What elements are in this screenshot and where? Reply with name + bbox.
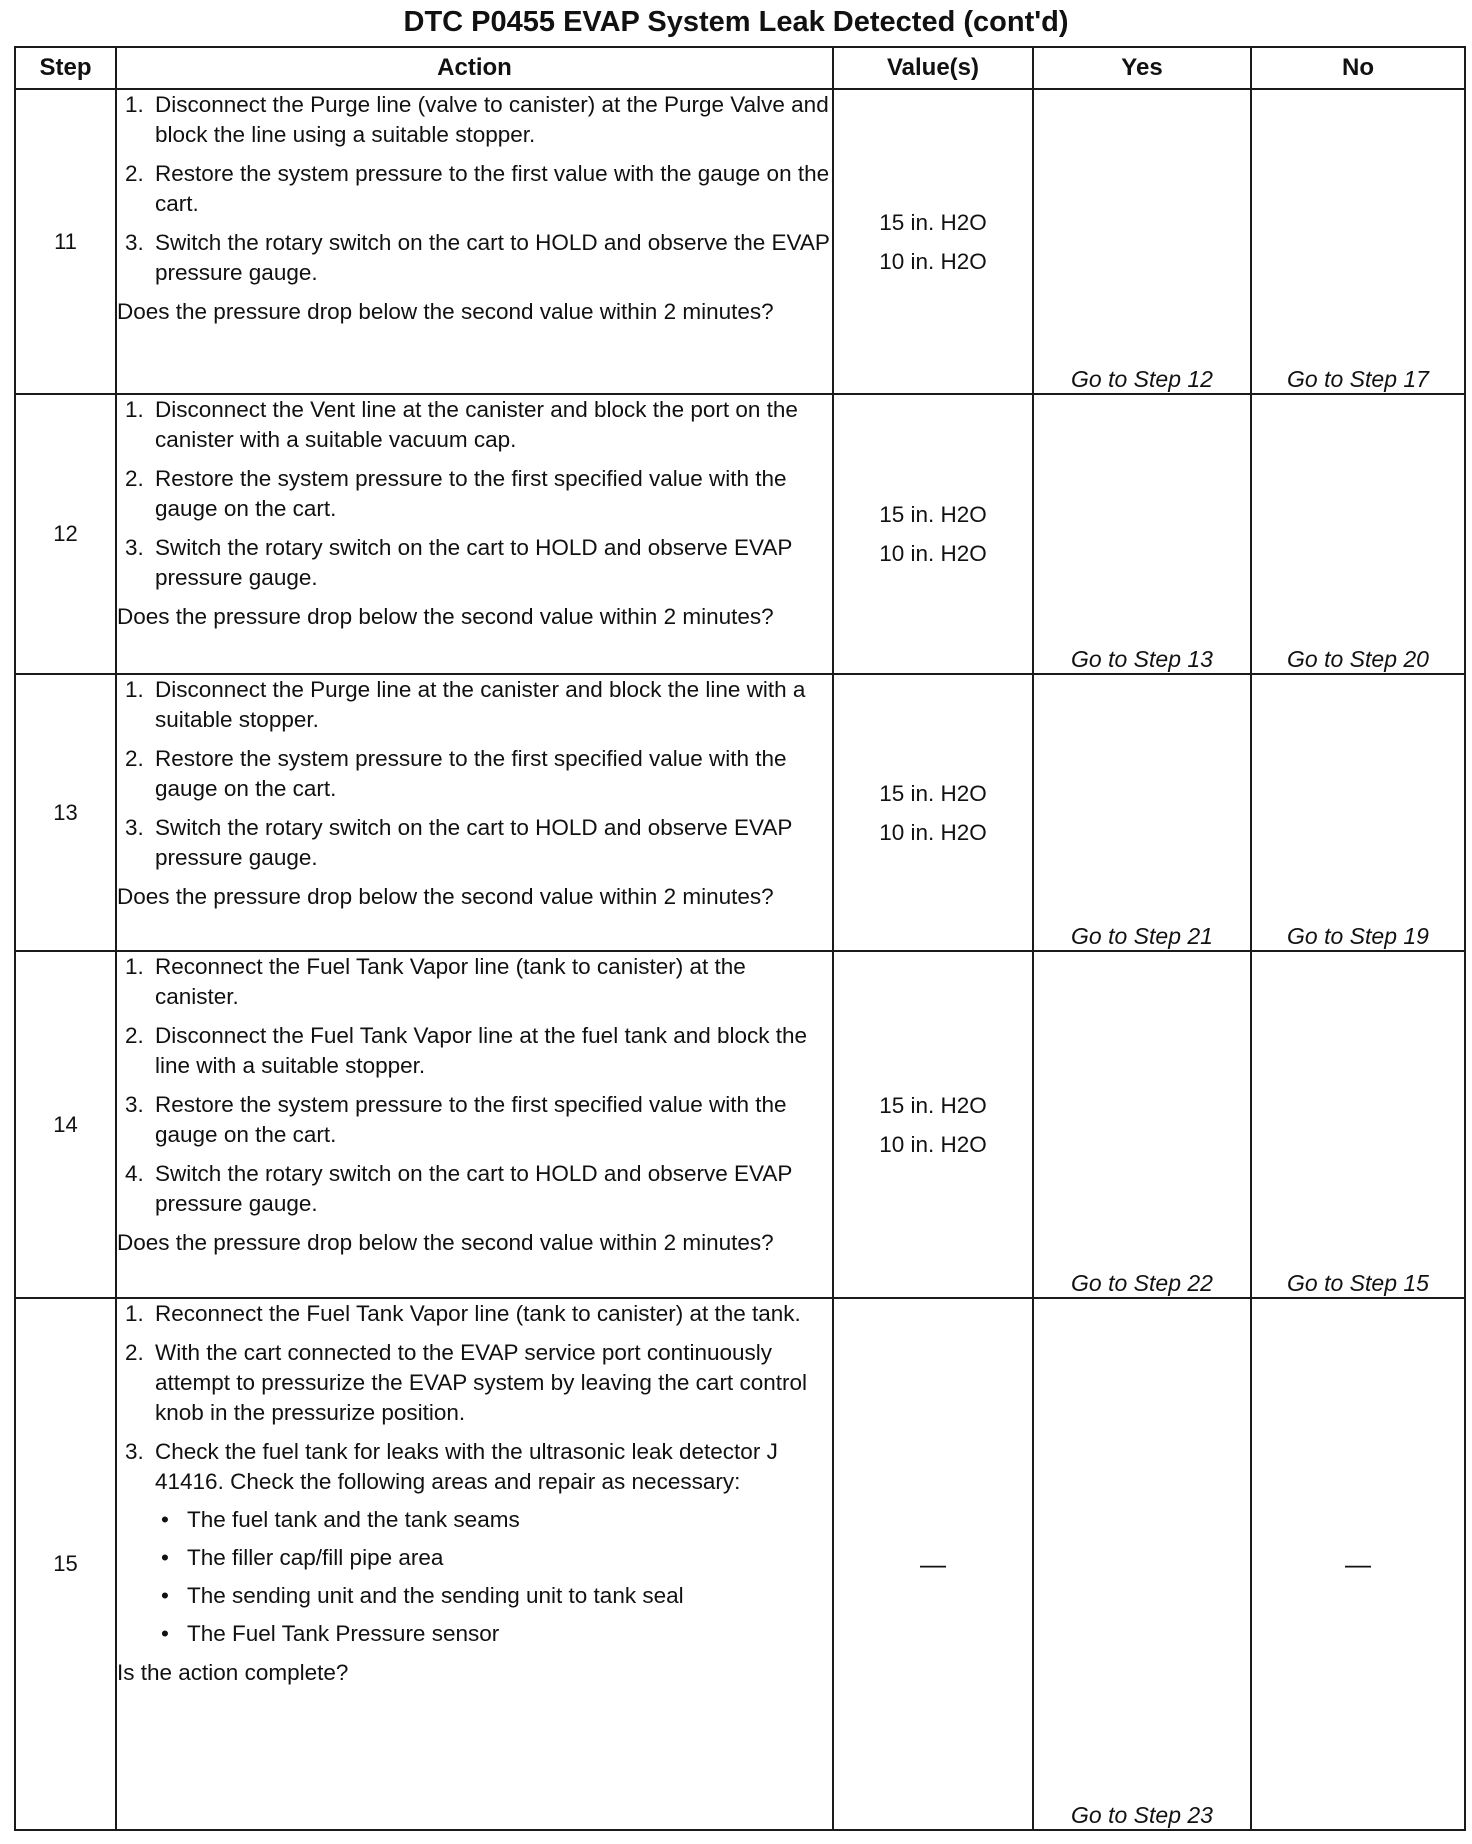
substep — [125, 675, 832, 735]
substep-number: 3. — [125, 230, 144, 255]
question-text: Does the pressure drop below the second value within 2 minutes? — [117, 299, 774, 324]
yes-cell: Go to Step 23 — [1033, 1298, 1251, 1830]
step-number: 15 — [15, 1298, 116, 1830]
bullet-icon: • — [161, 1545, 169, 1570]
action-cell — [116, 1298, 833, 1830]
list-item — [161, 1505, 832, 1535]
substep — [125, 464, 832, 524]
list-item — [161, 1619, 832, 1649]
list-item — [161, 1581, 832, 1611]
substep-text: Restore the system pressure to the first specified value with the gauge on the cart. — [155, 1092, 787, 1147]
substep-text: With the cart connected to the EVAP service port continuously attempt to pressurize the EVAP system by leaving the cart control knob in the pressurize position. — [155, 1340, 807, 1425]
check-area-text: The fuel tank and the tank seams — [187, 1507, 520, 1532]
table-row — [15, 89, 1465, 394]
yes-cell: Go to Step 21 — [1033, 674, 1251, 951]
substep-list — [117, 90, 832, 288]
values-cell: — — [833, 1298, 1033, 1830]
substep — [125, 395, 832, 455]
question-text: Does the pressure drop below the second value within 2 minutes? — [117, 884, 774, 909]
substep-number: 2. — [125, 161, 144, 186]
substep-number: 1. — [125, 677, 144, 702]
substep-text: Switch the rotary switch on the cart to HOLD and observe EVAP pressure gauge. — [155, 815, 792, 870]
yes-cell: Go to Step 22 — [1033, 951, 1251, 1298]
table-row — [15, 951, 1465, 1298]
no-cell: Go to Step 20 — [1251, 394, 1465, 674]
substep-text: Switch the rotary switch on the cart to HOLD and observe EVAP pressure gauge. — [155, 1161, 792, 1216]
substep-number: 2. — [125, 1023, 144, 1048]
value-first: 15 in. H2O — [879, 502, 987, 527]
substep — [125, 744, 832, 804]
substep — [125, 1021, 832, 1081]
substep — [125, 1437, 832, 1649]
step-number: 14 — [15, 951, 116, 1298]
value-second: 10 in. H2O — [879, 1131, 987, 1157]
substep-list — [117, 952, 832, 1219]
header-action: Action — [116, 47, 833, 89]
list-item — [161, 1543, 832, 1573]
check-area-text: The Fuel Tank Pressure sensor — [187, 1621, 500, 1646]
question-text: Does the pressure drop below the second value within 2 minutes? — [117, 604, 774, 629]
action-cell — [116, 951, 833, 1298]
values-cell — [833, 951, 1033, 1298]
substep-number: 1. — [125, 954, 144, 979]
no-cell: Go to Step 19 — [1251, 674, 1465, 951]
header-yes: Yes — [1033, 47, 1251, 89]
header-values: Value(s) — [833, 47, 1033, 89]
substep-text: Restore the system pressure to the first specified value with the gauge on the cart. — [155, 466, 787, 521]
substep-number: 2. — [125, 466, 144, 491]
check-area-text: The sending unit and the sending unit to tank seal — [187, 1583, 684, 1608]
no-cell: Go to Step 17 — [1251, 89, 1465, 394]
page-title: DTC P0455 EVAP System Leak Detected (cont'd) — [403, 6, 1069, 38]
values-cell — [833, 394, 1033, 674]
substep-number: 3. — [125, 1092, 144, 1117]
substep-number: 1. — [125, 92, 144, 117]
value-second: 10 in. H2O — [879, 541, 987, 566]
substep-number: 1. — [125, 397, 144, 422]
action-cell — [116, 89, 833, 394]
bullet-icon: • — [161, 1583, 169, 1608]
no-cell: Go to Step 15 — [1251, 951, 1465, 1298]
check-area-list — [155, 1505, 832, 1649]
substep — [125, 813, 832, 873]
header-no: No — [1251, 47, 1465, 89]
value-second: 10 in. H2O — [879, 248, 987, 274]
substep-number: 3. — [125, 535, 144, 560]
substep-text: Restore the system pressure to the first value with the gauge on the cart. — [155, 161, 830, 216]
substep-text: Disconnect the Vent line at the canister and block the port on the canister with a suitable vacuum cap. — [155, 397, 798, 452]
value-first: 15 in. H2O — [879, 1092, 987, 1118]
bullet-icon: • — [161, 1621, 169, 1646]
substep-list — [117, 675, 832, 873]
substep-text: Switch the rotary switch on the cart to HOLD and observe the EVAP pressure gauge. — [155, 230, 830, 285]
value-second: 10 in. H2O — [879, 819, 987, 845]
substep-text: Disconnect the Purge line at the canister and block the line with a suitable stopper. — [155, 677, 806, 732]
substep-text: Reconnect the Fuel Tank Vapor line (tank to canister) at the tank. — [155, 1301, 801, 1326]
no-cell: — — [1251, 1298, 1465, 1830]
substep-number: 1. — [125, 1301, 144, 1326]
substep — [125, 228, 832, 288]
substep-number: 3. — [125, 815, 144, 840]
substep-text: Check the fuel tank for leaks with the ultrasonic leak detector J 41416. Check the following areas and repair as necessary: — [155, 1439, 778, 1494]
substep — [125, 1159, 832, 1219]
values-cell — [833, 89, 1033, 394]
substep — [125, 1299, 832, 1329]
substep — [125, 1090, 832, 1150]
substep-number: 2. — [125, 746, 144, 771]
action-cell — [116, 674, 833, 951]
table-row — [15, 674, 1465, 951]
substep — [125, 90, 832, 150]
substep — [125, 533, 832, 593]
substep-number: 4. — [125, 1161, 144, 1186]
substep-text: Disconnect the Purge line (valve to canister) at the Purge Valve and block the line using a suitable stopper. — [155, 92, 829, 147]
step-number: 12 — [15, 394, 116, 674]
header-row — [15, 47, 1465, 89]
substep-list — [117, 1299, 832, 1649]
header-step: Step — [15, 47, 116, 89]
substep — [125, 1338, 832, 1428]
substep-text: Switch the rotary switch on the cart to HOLD and observe EVAP pressure gauge. — [155, 535, 792, 590]
substep-text: Reconnect the Fuel Tank Vapor line (tank to canister) at the canister. — [155, 954, 746, 1009]
yes-cell: Go to Step 13 — [1033, 394, 1251, 674]
question-text: Does the pressure drop below the second value within 2 minutes? — [117, 1230, 774, 1255]
question-text: Is the action complete? — [117, 1660, 349, 1685]
substep-text: Disconnect the Fuel Tank Vapor line at the fuel tank and block the line with a suitable stopper. — [155, 1023, 808, 1078]
value-first: 15 in. H2O — [879, 780, 987, 806]
yes-cell: Go to Step 12 — [1033, 89, 1251, 394]
substep — [125, 159, 832, 219]
substep — [125, 952, 832, 1012]
table-row — [15, 1298, 1465, 1830]
table-row — [15, 394, 1465, 674]
substep-list — [117, 395, 832, 593]
action-cell — [116, 394, 833, 674]
substep-number: 2. — [125, 1340, 144, 1365]
bullet-icon: • — [161, 1507, 169, 1532]
diagnostic-table — [14, 46, 1466, 1831]
value-first: 15 in. H2O — [879, 209, 987, 235]
check-area-text: The filler cap/fill pipe area — [187, 1545, 444, 1570]
step-number: 13 — [15, 674, 116, 951]
values-cell — [833, 674, 1033, 951]
substep-text: Restore the system pressure to the first specified value with the gauge on the cart. — [155, 746, 787, 801]
substep-number: 3. — [125, 1439, 144, 1464]
step-number: 11 — [15, 89, 116, 394]
